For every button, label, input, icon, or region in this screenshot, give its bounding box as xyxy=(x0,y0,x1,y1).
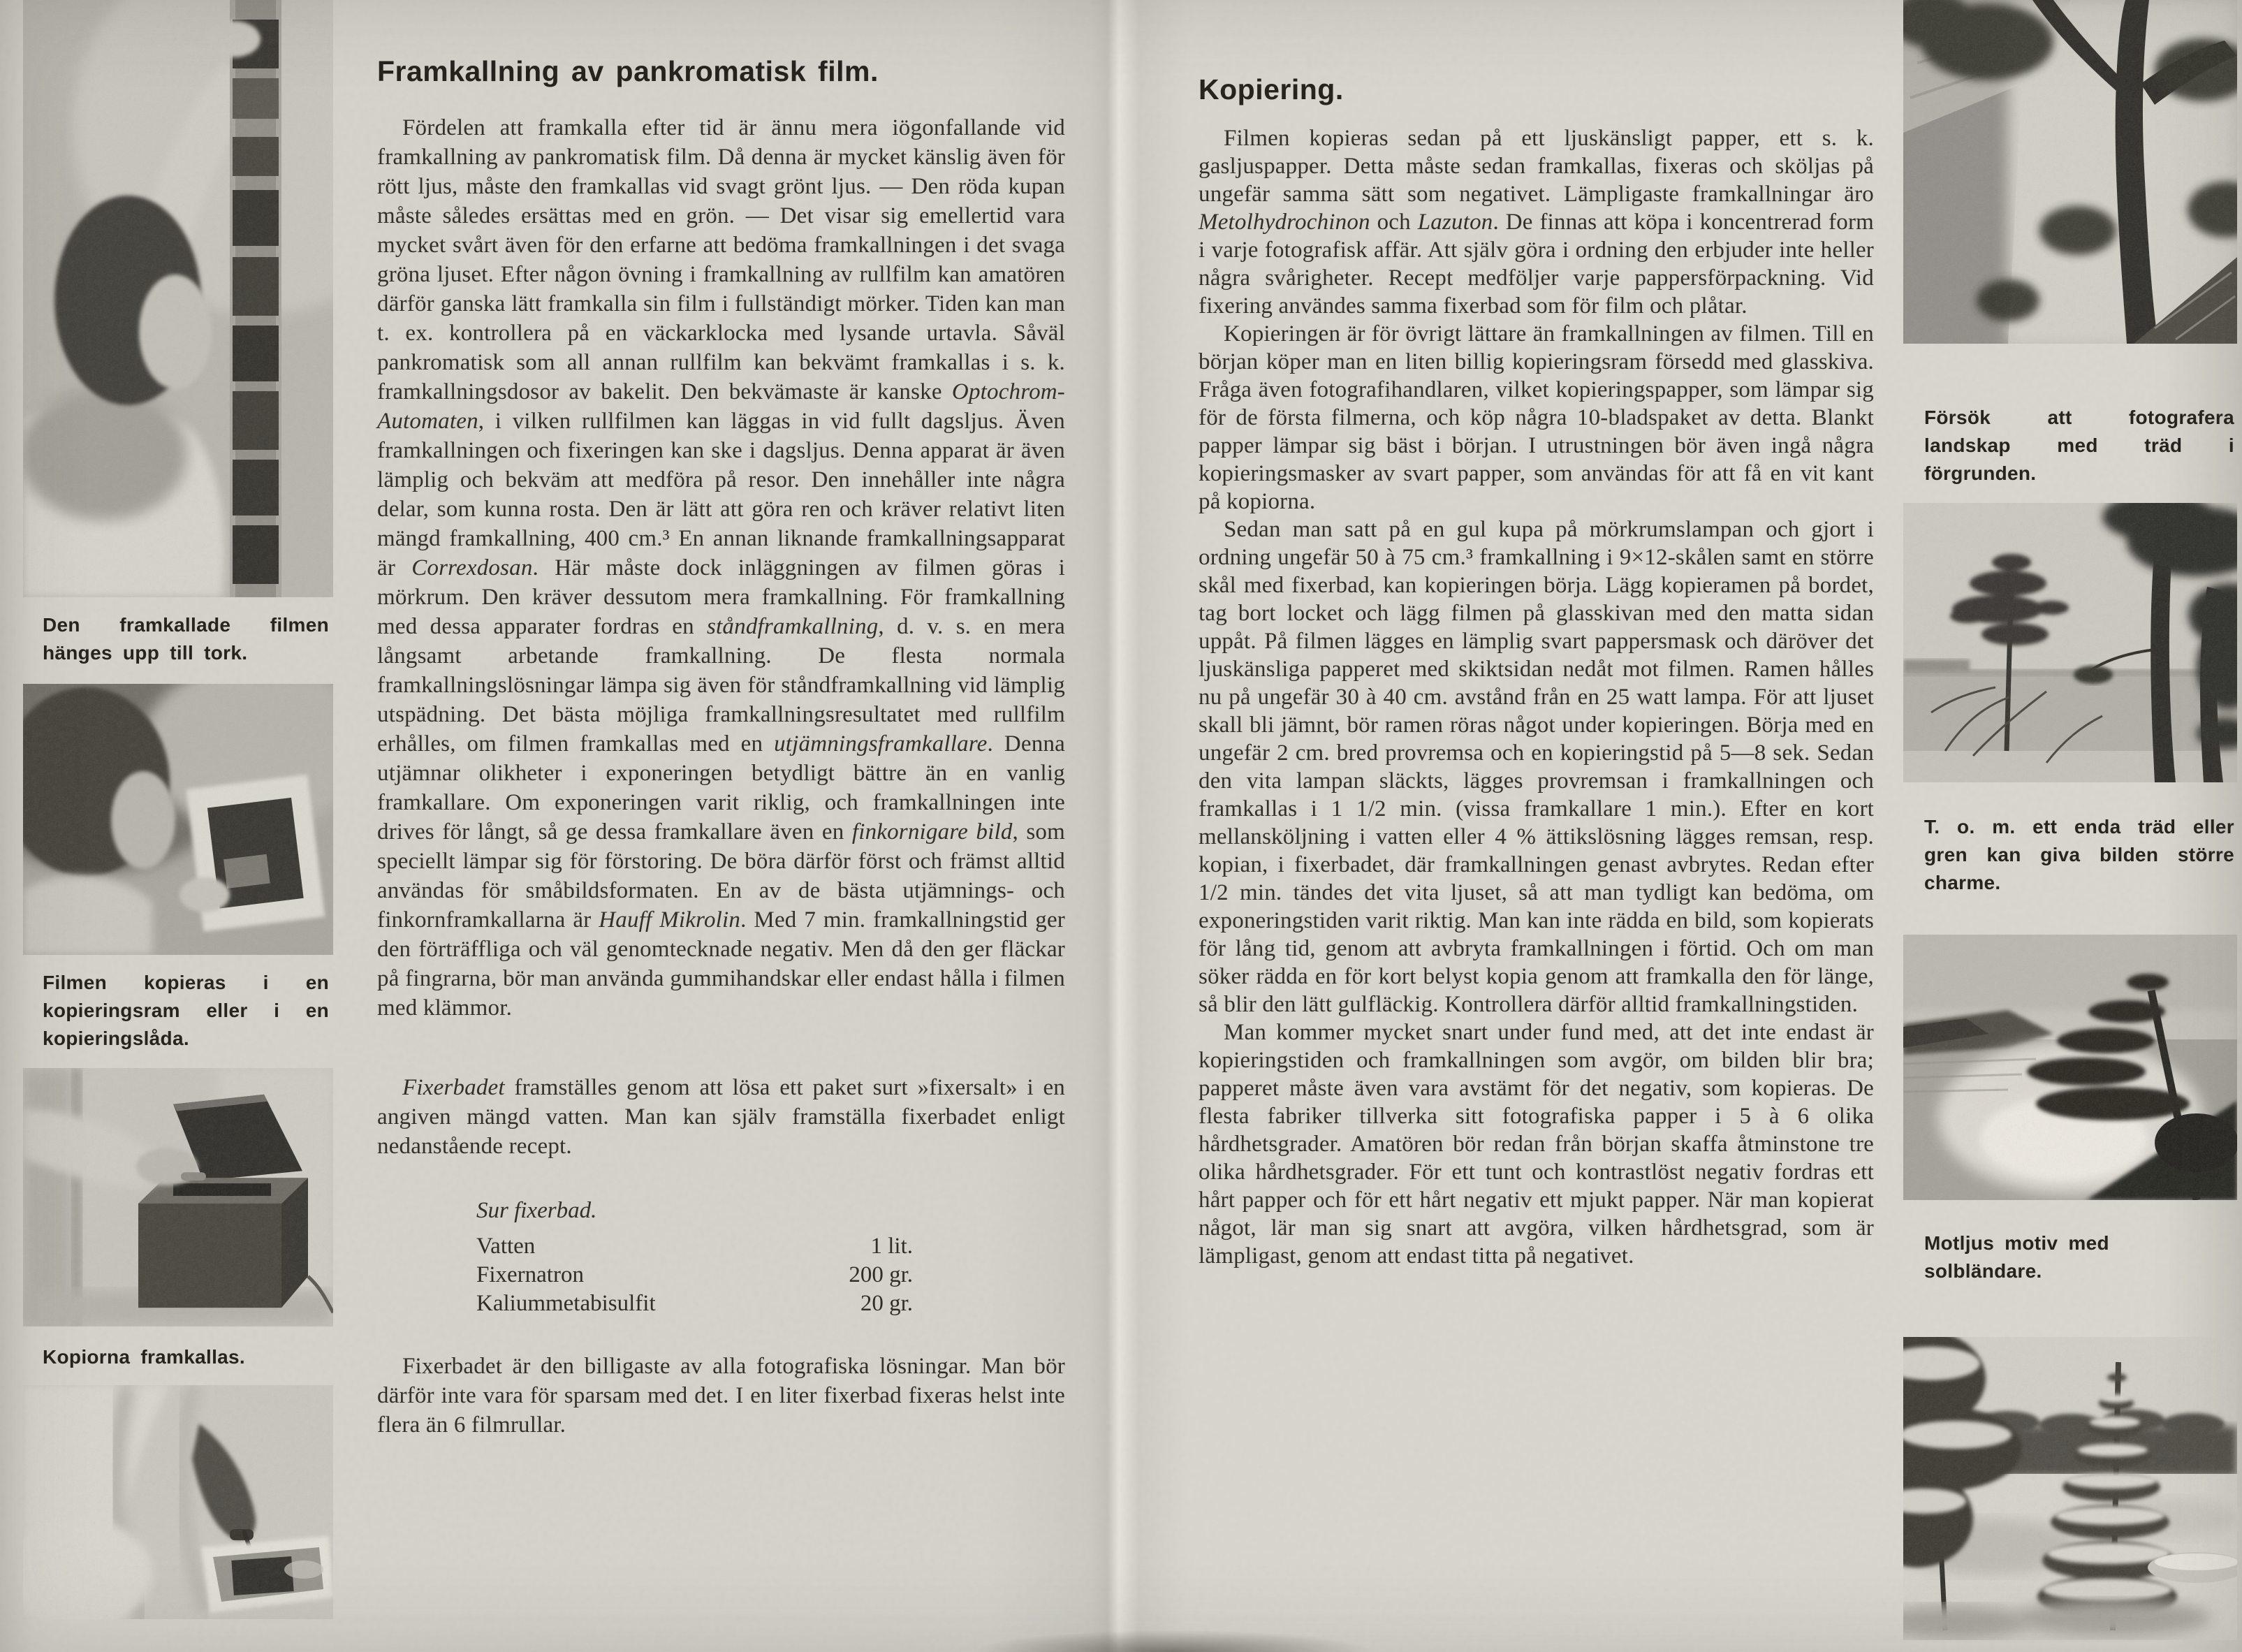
photo-winter-spruces xyxy=(1903,1337,2237,1640)
figure-film-drying xyxy=(23,0,333,667)
caption-landscape-through-tree: Försök att fotografera landskap med träd i förgrunden. xyxy=(1924,407,2234,484)
caption-copy-box: Kopiorna framkallas. xyxy=(43,1346,245,1368)
caption-film-drying: Den framkallade filmen hänges upp till tork. xyxy=(43,614,329,664)
right-page-heading: Kopiering. xyxy=(1199,73,1344,105)
right-paragraph-4: Man kommer mycket snart under fund med, att det inte endast är kopieringstiden och framkallningen som avgör, om bilden blir bra; papperet måste även vara avstämt för det negativ, som kopieras. De flesta fabriker tillverka sitt fotografiska papper i 5 à 6 olika hårdhetsgrader. Amatören bör redan från början skaffa åtminstone tre olika hårdhetsgrader. För ett tunt och kontrastlöst negativ fordras ett hårt papper och för ett hårt negativ ett mjukt papper. När man kopierat något, lär man sig snart att avgöra, vilken hårdhetsgrad, som är lämpligast, genom att endast titta på negativet. xyxy=(1199,1020,1874,1269)
recipe-title: Sur fixerbad. xyxy=(476,1198,597,1223)
figure-copy-frame xyxy=(23,684,333,1053)
right-paragraph-1: Filmen kopieras sedan på ett ljuskänsligt papper, ett s. k. gasljuspapper. Detta måste sedan framkallas, fixeras och sköljas på ungefär samma sätt som negativet. Lämpligaste framkallningar äro Metolhydrochinon och Lazuton. De finnas att köpa i koncentrerad form i varje fotografisk affär. Att själv göra i ordning den erbjuder inte heller några svårigheter. Recept medföljer varje pappersförpackning. Vid fixering användes samma fixerbad som för film och plåtar. xyxy=(1199,126,1874,319)
gutter-bottom-shadow xyxy=(978,1630,1369,1652)
right-text-column xyxy=(1199,73,1874,1270)
photo-film-drying xyxy=(23,0,333,597)
photo-backlit-lake xyxy=(1903,935,2237,1200)
recipe-row-water: Vatten 1 lit. xyxy=(476,1234,913,1259)
left-text-column xyxy=(377,54,1065,1440)
recipe-row-kaliummetabisulfit: Kaliummetabisulfit 20 gr. xyxy=(476,1291,913,1316)
figure-copy-box xyxy=(23,1068,333,1371)
left-paragraph-2: Fixerbadet framställes genom att lösa ett paket surt »fixersalt» i en angiven mängd vatten. Man kan själv framställa fixerbadet enligt nedanstående recept. xyxy=(377,1075,1065,1159)
fixer-bath-recipe xyxy=(377,1196,1065,1318)
right-paragraph-3: Sedan man satt på en gul kupa på mörkrumslampan och gjort i ordning ungefär 50 à 75 cm.³ framkallning i 9×12-skålen samt en större skål med fixerbad, kan kopieringen börja. Lägg kopieramen på bordet, tag bort locket och lägg filmen på glasskivan med den matta sidan uppåt. På filmen lägges en lämplig svart pappersmask och däröver det ljuskänsliga papperet med skiktsidan nedåt mot filmen. Ramen hålles nu på ungefär 30 à 40 cm. avstånd från en 25 watt lampa. För att ljuset skall bli jämnt, bör ramen röras något under kopieringen. Börja med en ungefär 2 cm. bred provremsa och en kopieringstid på 5—8 sek. Sedan den vita lampan släckts, lägges provremsan i framkallningen och framkallas i 1 1/2 min. (vissa framkallare 1 min.). Efter en kort mellansköljning i vatten eller 4 % ättikslösning lägges remsan, resp. kopian, i fixerbadet, där framkallningen genast avbrytes. Redan efter 1/2 min. tändes det vita ljuset, så att man tydligt kan bedöma, om exponeringstiden varit riktig. Man kan inte rädda en bild, som kopierats för lång tid, genom att avbryta framkallningen i förtid. Och om man söker rädda en för kort belyst kopia genom att framkalla den för länge, så blir den lätt gulfläckig. Kontrollera därför alltid framkallningstiden. xyxy=(1199,517,1874,1017)
caption-single-trees: T. o. m. ett enda träd eller gren kan giva bilden större charme. xyxy=(1924,816,2234,893)
photo-developing-tray xyxy=(23,1385,333,1619)
recipe-rows xyxy=(476,1232,913,1318)
right-figure-column xyxy=(1903,0,2237,1640)
caption-copy-frame: Filmen kopieras i en kopieringsram eller i en kopieringslåda. xyxy=(43,972,329,1049)
photo-copy-box xyxy=(23,1068,333,1326)
caption-backlit-lake: Motljus motiv med solbländare. xyxy=(1924,1232,2109,1282)
figure-landscape-through-tree xyxy=(1903,0,2237,488)
figure-developing-tray xyxy=(23,1385,333,1619)
recipe-row-fixernatron: Fixernatron 200 gr. xyxy=(476,1262,913,1287)
photo-copy-frame xyxy=(23,684,333,955)
figure-winter-spruces xyxy=(1903,1337,2237,1640)
right-paragraph-2: Kopieringen är för övrigt lättare än framkallningen av filmen. Till en början köper man en liten billig kopieringsram försedd med glasskiva. Fråga även fotografihandlaren, vilket kopieringspapper, som lämpar sig för de första filmerna, och köp några 10-bladspaket av detta. Blankt papper lämpar sig bäst i början. I utrustningen bör även ingå några kopieringsmasker av svart papper, som användas för att få en vit kant på kopiorna. xyxy=(1199,321,1874,514)
left-figure-column xyxy=(23,0,333,1619)
left-page-heading: Framkallning av pankromatisk film. xyxy=(377,55,879,87)
figure-single-trees xyxy=(1903,503,2237,897)
left-paragraph-1: Fördelen att framkalla efter tid är ännu mera iögonfallande vid framkallning av pankromatisk film. Då denna är mycket känslig även för rött ljus, måste den framkallas vid svagt grönt ljus. — Den röda kupan måste således ersättas med en grön. — Det visar sig emellertid vara mycket svårt även för den erfarne att bedöma framkallningen i det svaga gröna ljuset. Efter någon övning i framkallning av rullfilm kan amatören därför ganska lätt framkalla sin film i fullständigt mörker. Tiden kan man t. ex. kontrollera på en väckarklocka med lysande urtavla. Såväl pankromatisk som all annan rullfilm kan bekvämt framkallas i s. k. framkallningsdosor av bakelit. Den bekvämaste är kanske Optochrom-Automaten, i vilken rullfilmen kan läggas in vid fullt dagsljus. Även framkallningen och fixeringen kan ske i dagsljus. Denna apparat är även lämplig och bekväm att medföra på resor. Den innehåller inte några delar, som kunna rosta. Den är lätt att göra ren och kräver relativt liten mängd framkallning, 400 cm.³ En annan liknande framkallningsapparat är Correxdosan. Här måste dock inläggningen av filmen göras i mörkrum. Den kräver dessutom mera framkallning. För framkallning med dessa apparater fordras en ståndframkallning, d. v. s. en mera långsamt arbetande framkallning. De flesta normala framkallningslösningar lämpa sig även för ståndframkallning vid lämplig utspädning. Det bästa möjliga framkallningsresultatet med rullfilm erhålles, om filmen framkallas med en utjämningsframkallare. Denna utjämnar olikheter i exponeringen betydligt bättre än en vanlig framkallare. Om exponeringen varit riklig, och framkallningen inte drives för långt, så ge dessa framkallare även en finkornigare bild, som speciellt lämpar sig för förstoring. De böra därför först och främst alltid användas för småbildsformaten. En av de bästa utjämnings- och finkornframkallarna är Hauff Mikrolin. Med 7 min. framkallningstid ger den förträffliga och väl genomtecknade negativ. Men då den ger fläckar på fingrarna, bör man använda gummihandskar eller endast hålla i filmen med klämmor. xyxy=(377,115,1065,1021)
photo-single-trees xyxy=(1903,503,2237,782)
left-paragraph-3: Fixerbadet är den billigaste av alla fotografiska lösningar. Man bör därför inte vara för sparsam med det. I en liter fixerbad fixeras helst inte flera än 6 filmrullar. xyxy=(377,1354,1065,1438)
figure-backlit-lake xyxy=(1903,935,2237,1285)
photo-landscape-through-tree xyxy=(1903,0,2237,344)
